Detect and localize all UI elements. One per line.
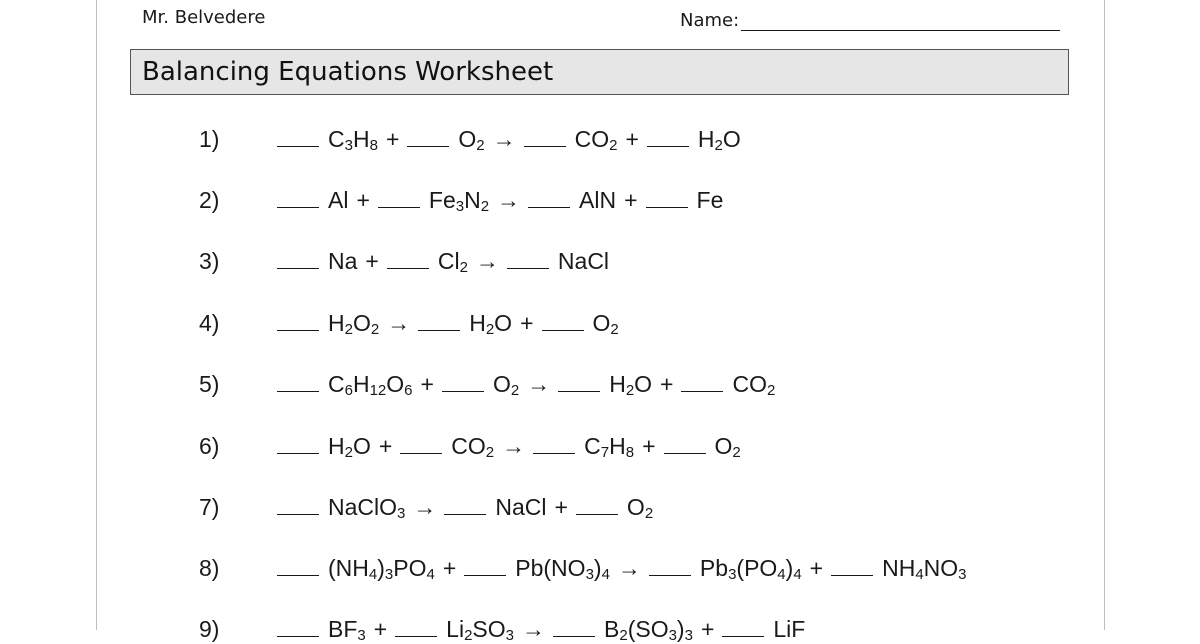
- plus-sign: +: [642, 433, 656, 459]
- reaction-arrow: →: [502, 433, 526, 459]
- formula-text: LiF: [773, 616, 806, 642]
- formula-subscript: 2: [370, 321, 380, 338]
- formula-subscript: 2: [714, 137, 723, 154]
- coefficient-blank[interactable]: [277, 310, 319, 331]
- rhs-compound: [698, 126, 741, 152]
- rhs-compound: [609, 371, 652, 397]
- reaction-arrow: →: [617, 555, 641, 581]
- coefficient-blank[interactable]: [444, 494, 486, 515]
- formula-subscript: 4: [426, 566, 435, 583]
- coefficient-blank[interactable]: [387, 248, 429, 269]
- student-name-field[interactable]: [680, 7, 1060, 31]
- formula-text: O: [458, 126, 477, 152]
- coefficient-blank[interactable]: [646, 187, 688, 208]
- formula-subscript: 2: [485, 444, 495, 461]
- formula-text: PO: [393, 555, 427, 581]
- coefficient-blank[interactable]: [507, 248, 549, 269]
- formula-text: N: [464, 187, 481, 213]
- formula-text: AlN: [579, 187, 617, 213]
- coefficient-blank[interactable]: [277, 126, 319, 147]
- plus-sign: +: [554, 494, 568, 520]
- rhs-compound: [575, 126, 618, 152]
- coefficient-blank[interactable]: [533, 433, 575, 454]
- worksheet-title: Balancing Equations Worksheet: [142, 57, 554, 87]
- lhs-compound: [328, 126, 378, 152]
- formula-subscript: 2: [344, 321, 353, 338]
- chemical-equation: [277, 369, 775, 399]
- lhs-compound: [515, 555, 610, 581]
- coefficient-blank[interactable]: [277, 433, 319, 454]
- problem-number: 8): [199, 555, 220, 581]
- rhs-compound: [558, 248, 609, 274]
- formula-subscript: 2: [476, 137, 485, 154]
- chemical-equation: [277, 185, 723, 215]
- lhs-compound: [458, 126, 484, 152]
- formula-text: CO: [451, 433, 486, 459]
- plus-sign: +: [373, 616, 388, 642]
- rhs-compound: [715, 433, 741, 459]
- plus-sign: +: [700, 616, 715, 642]
- page-right-edge: [1104, 0, 1105, 630]
- formula-subscript: 3: [344, 137, 353, 154]
- name-label: Name:: [680, 10, 740, 31]
- problem-row: [0, 246, 1100, 276]
- plus-sign: +: [365, 248, 379, 274]
- coefficient-blank[interactable]: [277, 555, 319, 576]
- formula-text: Al: [328, 187, 349, 213]
- coefficient-blank[interactable]: [576, 494, 618, 515]
- formula-text: Fe: [696, 187, 724, 213]
- formula-subscript: 4: [915, 566, 924, 583]
- formula-text: ): [676, 616, 685, 642]
- teacher-name: Mr. Belvedere: [142, 7, 266, 28]
- plus-sign: +: [660, 371, 674, 397]
- reaction-arrow: →: [387, 310, 411, 336]
- chemical-equation: [277, 614, 805, 644]
- formula-text: O: [492, 371, 511, 397]
- formula-text: O: [634, 371, 653, 397]
- formula-subscript: 8: [369, 137, 378, 154]
- coefficient-blank[interactable]: [647, 126, 689, 147]
- plus-sign: +: [378, 433, 393, 459]
- plus-sign: +: [520, 310, 534, 336]
- formula-text: O: [494, 310, 513, 336]
- lhs-compound: [328, 371, 413, 397]
- plus-sign: +: [385, 126, 400, 152]
- formula-subscript: 2: [610, 321, 619, 338]
- lhs-compound: [328, 310, 379, 336]
- reaction-arrow: →: [522, 616, 545, 642]
- lhs-compound: [328, 433, 371, 459]
- coefficient-blank[interactable]: [664, 433, 706, 454]
- formula-subscript: 2: [480, 198, 490, 215]
- reaction-arrow: →: [497, 187, 521, 213]
- formula-subscript: 2: [485, 321, 495, 338]
- coefficient-blank[interactable]: [553, 616, 595, 637]
- formula-subscript: 4: [793, 566, 802, 583]
- formula-text: H: [328, 310, 345, 336]
- formula-subscript: 3: [958, 566, 967, 583]
- formula-text: H: [328, 433, 345, 459]
- lhs-compound: [328, 494, 405, 520]
- formula-subscript: 4: [601, 566, 610, 583]
- formula-text: SO: [472, 616, 506, 642]
- lhs-compound: [328, 187, 348, 213]
- coefficient-blank[interactable]: [400, 433, 442, 454]
- formula-text: B: [604, 616, 620, 642]
- formula-text: NaCl: [495, 494, 547, 520]
- plus-sign: +: [420, 371, 434, 397]
- formula-subscript: 3: [668, 627, 677, 644]
- formula-text: C: [328, 126, 345, 152]
- plus-sign: +: [442, 555, 457, 581]
- formula-text: Pb(NO: [515, 555, 586, 581]
- problem-number: 6): [199, 433, 220, 459]
- plus-sign: +: [809, 555, 824, 581]
- problem-row: [0, 431, 1100, 461]
- title-banner: [130, 49, 1069, 95]
- formula-text: O: [722, 126, 741, 152]
- plus-sign: +: [356, 187, 370, 213]
- formula-text: O: [626, 494, 645, 520]
- lhs-compound: [328, 248, 357, 274]
- rhs-compound: [579, 187, 616, 213]
- formula-text: H: [469, 310, 486, 336]
- lhs-compound: [438, 248, 468, 274]
- formula-subscript: 2: [644, 505, 654, 522]
- formula-text: Pb: [699, 555, 729, 581]
- rhs-compound: [495, 494, 546, 520]
- formula-text: Na: [328, 248, 358, 274]
- lhs-compound: [446, 616, 514, 642]
- coefficient-blank[interactable]: [464, 555, 506, 576]
- reaction-arrow: →: [475, 248, 499, 274]
- formula-text: CO: [732, 371, 767, 397]
- formula-subscript: 2: [609, 137, 618, 154]
- lhs-compound: [451, 433, 494, 459]
- formula-subscript: 3: [397, 505, 406, 522]
- rhs-compound: [697, 187, 724, 213]
- problem-row: [0, 553, 1100, 583]
- problem-number: 9): [199, 616, 220, 642]
- chemical-equation: [277, 246, 609, 276]
- formula-text: ): [377, 555, 385, 581]
- formula-text: H: [609, 371, 626, 397]
- formula-text: (SO: [627, 616, 669, 642]
- rhs-compound: [732, 371, 775, 397]
- formula-text: Cl: [437, 248, 460, 274]
- formula-subscript: 4: [777, 566, 786, 583]
- rhs-compound: [700, 555, 802, 581]
- reaction-arrow: →: [527, 371, 551, 397]
- reaction-arrow: →: [413, 494, 437, 520]
- formula-text: O: [714, 433, 733, 459]
- formula-text: ): [593, 555, 602, 581]
- formula-text: (PO: [736, 555, 778, 581]
- formula-subscript: 3: [357, 627, 366, 644]
- formula-subscript: 2: [464, 627, 473, 644]
- formula-text: H: [697, 126, 715, 152]
- coefficient-blank[interactable]: [558, 371, 600, 392]
- problem-row: [0, 185, 1100, 215]
- formula-text: H: [352, 371, 370, 397]
- reaction-arrow: →: [492, 126, 516, 152]
- formula-subscript: 3: [505, 627, 514, 644]
- formula-subscript: 2: [732, 444, 741, 461]
- coefficient-blank[interactable]: [277, 187, 319, 208]
- rhs-compound: [604, 616, 693, 642]
- chemical-equation: [277, 308, 619, 338]
- formula-subscript: 2: [459, 259, 468, 276]
- coefficient-blank[interactable]: [442, 371, 484, 392]
- coefficient-blank[interactable]: [681, 371, 723, 392]
- formula-text: NH: [882, 555, 916, 581]
- problem-number: 1): [199, 126, 220, 152]
- formula-text: H: [609, 433, 626, 459]
- problem-number: 5): [199, 371, 220, 397]
- formula-subscript: 7: [600, 444, 610, 461]
- problem-number: 2): [199, 187, 220, 213]
- rhs-compound: [593, 310, 619, 336]
- problem-row: [0, 369, 1100, 399]
- formula-text: Fe: [428, 187, 456, 213]
- coefficient-blank[interactable]: [277, 371, 319, 392]
- formula-text: NaClO: [328, 494, 398, 520]
- coefficient-blank[interactable]: [649, 555, 691, 576]
- formula-text: ): [785, 555, 794, 581]
- formula-subscript: 2: [510, 382, 520, 399]
- coefficient-blank[interactable]: [831, 555, 873, 576]
- problem-row: [0, 124, 1100, 154]
- problem-number: 7): [199, 494, 220, 520]
- coefficient-blank[interactable]: [418, 310, 460, 331]
- coefficient-blank[interactable]: [407, 126, 449, 147]
- coefficient-blank[interactable]: [722, 616, 764, 637]
- coefficient-blank[interactable]: [378, 187, 420, 208]
- formula-subscript: 2: [625, 382, 635, 399]
- formula-text: C: [328, 371, 345, 397]
- problem-number: 4): [199, 310, 220, 336]
- formula-text: O: [386, 371, 405, 397]
- formula-subscript: 12: [369, 382, 387, 399]
- formula-text: (NH: [328, 555, 369, 581]
- plus-sign: +: [625, 126, 639, 152]
- formula-subscript: 3: [384, 566, 394, 583]
- formula-subscript: 8: [625, 444, 635, 461]
- coefficient-blank[interactable]: [277, 494, 319, 515]
- coefficient-blank[interactable]: [524, 126, 566, 147]
- lhs-compound: [493, 371, 519, 397]
- formula-text: CO: [574, 126, 610, 152]
- chemical-equation: [277, 553, 967, 583]
- lhs-compound: [429, 187, 489, 213]
- formula-subscript: 3: [585, 566, 594, 583]
- rhs-compound: [773, 616, 805, 642]
- formula-subscript: 6: [344, 382, 353, 399]
- problem-number: 3): [199, 248, 220, 274]
- formula-text: O: [592, 310, 611, 336]
- plus-sign: +: [624, 187, 638, 213]
- rhs-compound: [469, 310, 512, 336]
- chemical-equation: [277, 124, 741, 154]
- problem-row: [0, 492, 1100, 522]
- formula-text: NaCl: [557, 248, 610, 274]
- formula-subscript: 3: [684, 627, 693, 644]
- chemical-equation: [277, 431, 741, 461]
- formula-text: Li: [446, 616, 465, 642]
- formula-text: O: [352, 433, 371, 459]
- formula-subscript: 6: [404, 382, 413, 399]
- formula-text: O: [352, 310, 371, 336]
- coefficient-blank[interactable]: [277, 248, 319, 269]
- problem-row: [0, 308, 1100, 338]
- coefficient-blank[interactable]: [277, 616, 319, 637]
- lhs-compound: [328, 616, 366, 642]
- rhs-compound: [882, 555, 966, 581]
- coefficient-blank[interactable]: [528, 187, 570, 208]
- chemical-equation: [277, 492, 653, 522]
- formula-subscript: 3: [728, 566, 737, 583]
- problem-row: [0, 614, 1100, 644]
- lhs-compound: [328, 555, 435, 581]
- rhs-compound: [627, 494, 653, 520]
- formula-text: C: [584, 433, 601, 459]
- formula-subscript: 2: [766, 382, 776, 399]
- formula-text: BF: [328, 616, 358, 642]
- formula-subscript: 3: [455, 198, 465, 215]
- formula-subscript: 4: [368, 566, 378, 583]
- coefficient-blank[interactable]: [395, 616, 437, 637]
- name-blank-line[interactable]: [741, 10, 1060, 31]
- formula-text: H: [352, 126, 370, 152]
- formula-text: NO: [923, 555, 959, 581]
- formula-subscript: 2: [619, 627, 628, 644]
- coefficient-blank[interactable]: [542, 310, 584, 331]
- formula-subscript: 2: [344, 444, 353, 461]
- rhs-compound: [584, 433, 634, 459]
